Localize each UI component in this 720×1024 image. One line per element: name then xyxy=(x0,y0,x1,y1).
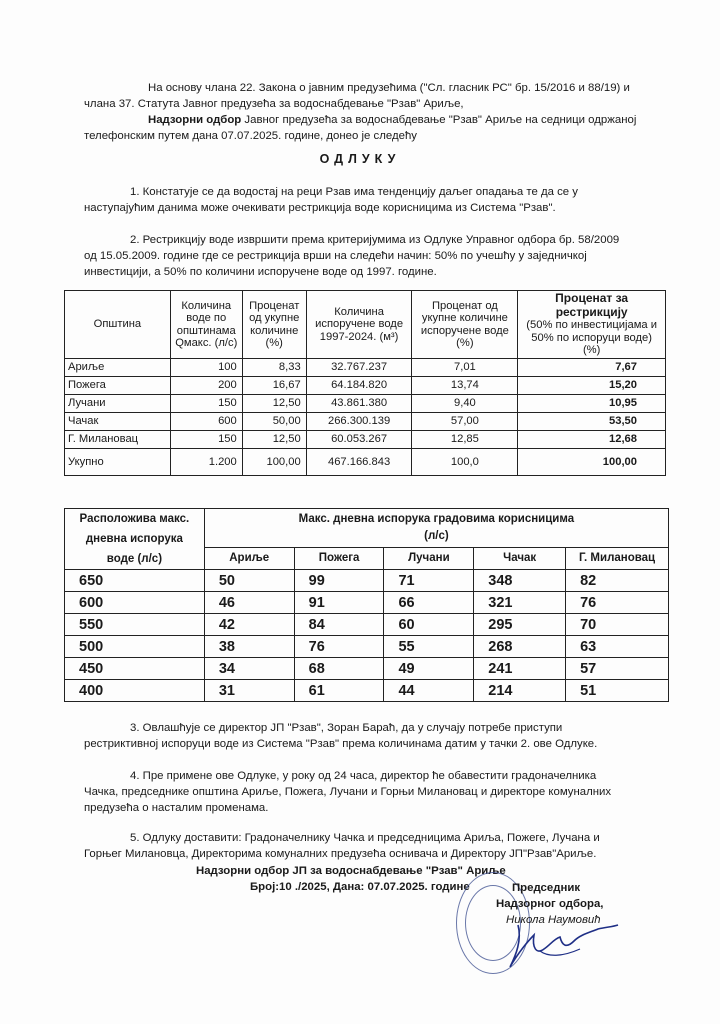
document-title: ОДЛУКУ xyxy=(319,152,401,166)
cell-quantity: 1.200 xyxy=(170,449,242,476)
header-city: Пожега xyxy=(294,547,384,569)
cell-quantity: 150 xyxy=(170,431,242,449)
cell-delivery: 31 xyxy=(204,680,294,702)
cell-delivery: 61 xyxy=(294,680,384,702)
cell-delivery: 50 xyxy=(204,570,294,592)
table-row xyxy=(65,614,669,636)
cell-delivery: 68 xyxy=(294,658,384,680)
header-quantity: Количина воде по општинама Qмакс. (л/с) xyxy=(170,291,242,359)
cell-restriction: 12,68 xyxy=(518,431,666,449)
cell-delivery: 57 xyxy=(566,658,669,680)
intro-board-label: Надзорни одбор xyxy=(148,114,242,126)
header-city: Ариље xyxy=(204,547,294,569)
signature-role-1: Председник xyxy=(512,882,581,894)
cell-delivered-percent: 9,40 xyxy=(412,395,518,413)
header-restriction-note: (50% по инвестицијама и 50% по испоруци воде) (%) xyxy=(526,319,657,357)
cell-delivered: 64.184.820 xyxy=(306,377,412,395)
table-row xyxy=(65,449,666,476)
intro-line-4: телефонским путем дана 07.07.2025. године, донео је следећу xyxy=(84,130,417,142)
table-row xyxy=(65,592,669,614)
header-city: Чачак xyxy=(474,547,566,569)
cell-delivered: 43.861.380 xyxy=(306,395,412,413)
cell-restriction: 10,95 xyxy=(518,395,666,413)
cell-delivery: 38 xyxy=(204,636,294,658)
cell-delivery: 70 xyxy=(566,614,669,636)
cell-delivered-percent: 13,74 xyxy=(412,377,518,395)
signature-name: Никола Наумовић xyxy=(506,914,601,926)
max-daily-delivery-table xyxy=(64,508,669,702)
cell-available: 450 xyxy=(65,658,205,680)
point-4-line-3: предузећа о насталим променама. xyxy=(84,802,269,814)
cell-share: 50,00 xyxy=(242,413,306,431)
cell-municipality: Г. Милановац xyxy=(65,431,171,449)
cell-available: 400 xyxy=(65,680,205,702)
table-row xyxy=(65,658,669,680)
header-municipality: Општина xyxy=(65,291,171,359)
cell-delivery: 34 xyxy=(204,658,294,680)
point-4-line-1: 4. Пре примене ове Одлуке, у року од 24 часа, директор ће обавестити градоначелника xyxy=(130,770,597,782)
table-row xyxy=(65,680,669,702)
handwritten-signature xyxy=(470,905,620,975)
signature-role-2: Надзорног одбора, xyxy=(496,898,604,910)
header-restriction-title: Проценат за рестрикцију xyxy=(555,291,629,319)
cell-delivery: 42 xyxy=(204,614,294,636)
cell-delivery: 84 xyxy=(294,614,384,636)
header-max-delivery-unit: (л/с) xyxy=(424,529,449,542)
cell-quantity: 150 xyxy=(170,395,242,413)
cell-delivery: 348 xyxy=(474,570,566,592)
cell-delivery: 241 xyxy=(474,658,566,680)
cell-delivery: 63 xyxy=(566,636,669,658)
header-restriction xyxy=(518,291,666,359)
cell-share: 16,67 xyxy=(242,377,306,395)
cell-delivery: 214 xyxy=(474,680,566,702)
cell-quantity: 600 xyxy=(170,413,242,431)
cell-delivery: 66 xyxy=(384,592,474,614)
header-delivered-percent: Проценат од укупне количине испоручене воде (%) xyxy=(412,291,518,359)
cell-delivery: 268 xyxy=(474,636,566,658)
cell-restriction: 7,67 xyxy=(518,359,666,377)
cell-delivered: 467.166.843 xyxy=(306,449,412,476)
cell-delivery: 71 xyxy=(384,570,474,592)
cell-delivery: 55 xyxy=(384,636,474,658)
cell-municipality: Чачак xyxy=(65,413,171,431)
cell-delivered-percent: 7,01 xyxy=(412,359,518,377)
table-row xyxy=(65,413,666,431)
cell-restriction: 15,20 xyxy=(518,377,666,395)
table-row xyxy=(65,377,666,395)
header-available: Расположива макс. дневна испорука воде (л/с) xyxy=(65,509,205,570)
cell-restriction: 53,50 xyxy=(518,413,666,431)
cell-municipality: Укупно xyxy=(65,449,171,476)
cell-delivery: 60 xyxy=(384,614,474,636)
intro-line-3 xyxy=(148,112,636,128)
cell-delivery: 82 xyxy=(566,570,669,592)
point-1-line-1: 1. Констатује се да водостај на реци Рзав има тенденцију даљег опадања те да се у xyxy=(130,186,579,198)
cell-available: 600 xyxy=(65,592,205,614)
cell-restriction: 100,00 xyxy=(518,449,666,476)
cell-share: 8,33 xyxy=(242,359,306,377)
table-row xyxy=(65,570,669,592)
cell-delivery: 76 xyxy=(566,592,669,614)
footer-number-date: Број:10 ./2025, Дана: 07.07.2025. године xyxy=(250,881,470,893)
table-row xyxy=(65,395,666,413)
point-5-line-2: Горњег Милановца, Директорима комуналних предузећа оснивача и Директору ЈП"Рзав"Ариље. xyxy=(84,848,597,860)
cell-delivery: 321 xyxy=(474,592,566,614)
table-row xyxy=(65,431,666,449)
table-row xyxy=(65,636,669,658)
point-4-line-2: Чачка, председнике општина Ариље, Пожега, Лучани и Горњи Милановац и директоре комуналних xyxy=(84,786,612,798)
header-max-delivery xyxy=(204,509,668,548)
cell-share: 12,50 xyxy=(242,431,306,449)
intro-line-2: члана 37. Статута Јавног предузећа за водоснабдевање "Рзав" Ариље, xyxy=(84,98,464,110)
cell-municipality: Ариље xyxy=(65,359,171,377)
cell-delivered: 60.053.267 xyxy=(306,431,412,449)
header-city: Лучани xyxy=(384,547,474,569)
footer-board: Надзорни одбор ЈП за водоснабдевање "Рзав" Ариље xyxy=(196,865,506,877)
cell-delivery: 295 xyxy=(474,614,566,636)
cell-delivery: 51 xyxy=(566,680,669,702)
cell-municipality: Лучани xyxy=(65,395,171,413)
cell-delivered: 32.767.237 xyxy=(306,359,412,377)
cell-delivery: 91 xyxy=(294,592,384,614)
cell-quantity: 100 xyxy=(170,359,242,377)
cell-available: 500 xyxy=(65,636,205,658)
header-share: Проценат од укупне количине (%) xyxy=(242,291,306,359)
intro-line-1: На основу члана 22. Закона о јавним предузећима ("Сл. гласник РС" бр. 15/2016 и 88/19) и xyxy=(148,82,630,94)
point-3-line-1: 3. Овлашћује се директор ЈП "Рзав", Зоран Бараћ, да у случају потребе приступи xyxy=(130,722,563,734)
cell-available: 550 xyxy=(65,614,205,636)
cell-available: 650 xyxy=(65,570,205,592)
table-row xyxy=(65,359,666,377)
cell-quantity: 200 xyxy=(170,377,242,395)
cell-delivery: 46 xyxy=(204,592,294,614)
point-1-line-2: наступајућим данима може очекивати рестрикција воде корисницима из Система "Рзав". xyxy=(84,202,556,214)
cell-delivery: 49 xyxy=(384,658,474,680)
cell-delivery: 44 xyxy=(384,680,474,702)
point-2-line-3: инвестицији, а 50% по количини испоручене воде од 1997. године. xyxy=(84,266,437,278)
cell-delivery: 99 xyxy=(294,570,384,592)
cell-delivered-percent: 100,0 xyxy=(412,449,518,476)
cell-municipality: Пожега xyxy=(65,377,171,395)
cell-share: 12,50 xyxy=(242,395,306,413)
cell-delivered: 266.300.139 xyxy=(306,413,412,431)
cell-share: 100,00 xyxy=(242,449,306,476)
cell-delivered-percent: 57,00 xyxy=(412,413,518,431)
intro-line-3-rest: Јавног предузећа за водоснабдевање "Рзав" Ариље на седници одржаној xyxy=(241,114,637,126)
header-max-delivery-title: Макс. дневна испорука градовима корисницима xyxy=(298,512,575,525)
point-2-line-1: 2. Рестрикцију воде извршити према критеријумима из Одлуке Управног одбора бр. 58/2009 xyxy=(130,234,620,246)
point-5-line-1: 5. Одлуку доставити: Градоначелнику Чачка и председницима Ариља, Пожеге, Лучана и xyxy=(130,832,600,844)
header-delivered: Количина испоручене воде 1997-2024. (м³) xyxy=(306,291,412,359)
restriction-percentage-table xyxy=(64,290,666,476)
cell-delivery: 76 xyxy=(294,636,384,658)
point-3-line-2: рестриктивној испоруци воде из Система "Рзав" према количинама датим у тачки 2. ове Одлуке. xyxy=(84,738,598,750)
header-city: Г. Милановац xyxy=(566,547,669,569)
cell-delivered-percent: 12,85 xyxy=(412,431,518,449)
point-2-line-2: од 15.05.2009. године где се рестрикција врши на следећи начин: 50% по учешћу у заједничкој xyxy=(84,250,587,262)
